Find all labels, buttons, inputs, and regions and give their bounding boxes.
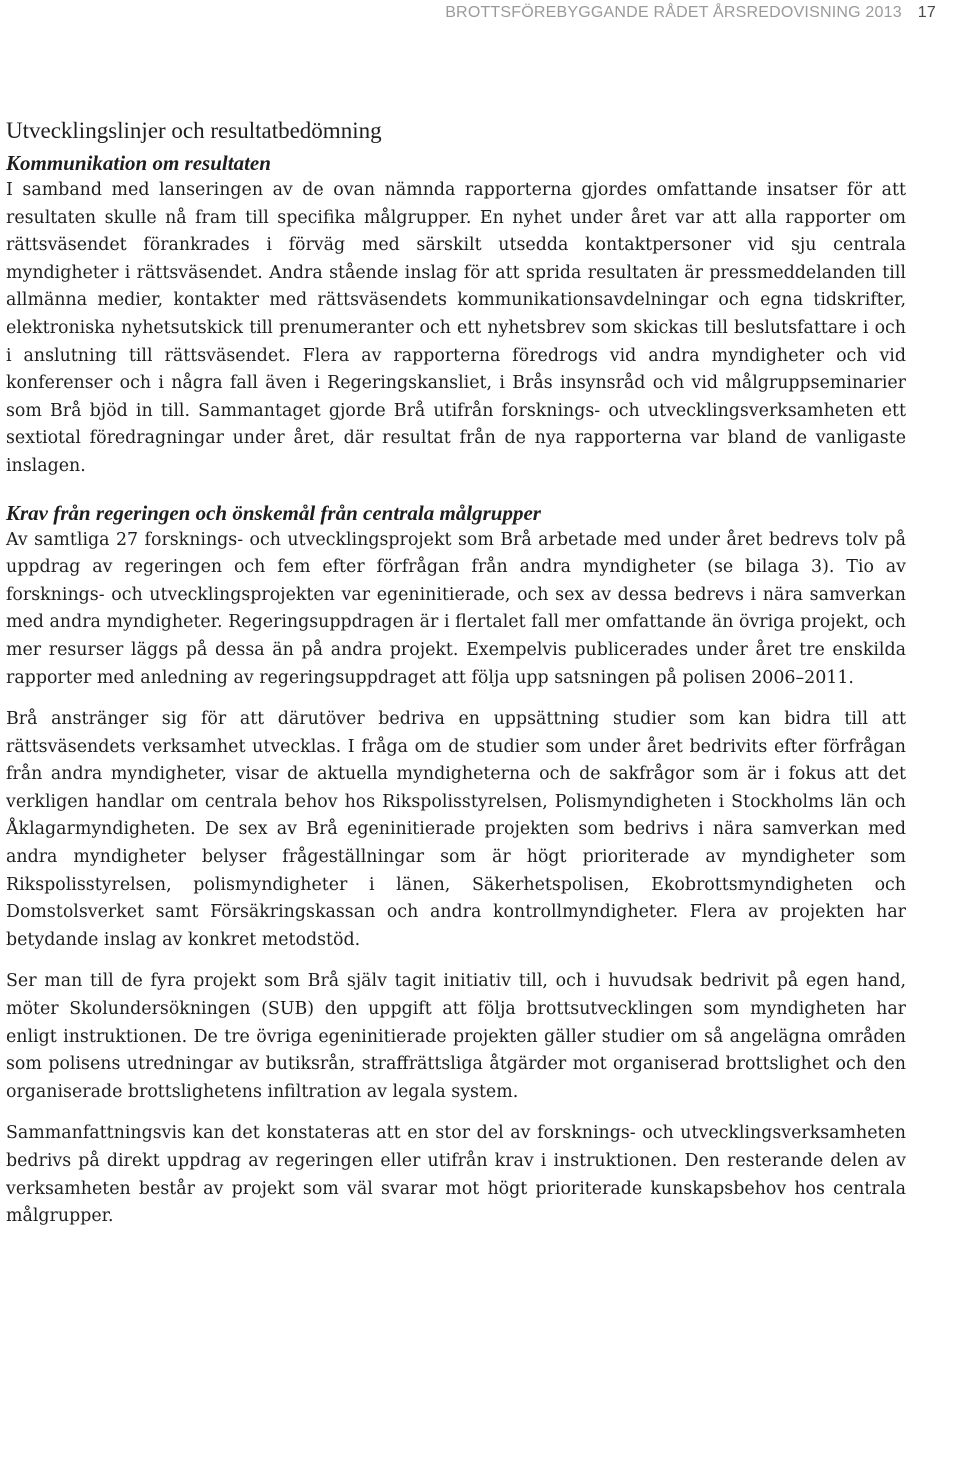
paragraph-projects-overview: Av samtliga 27 forsknings- och utvecklingsprojekt som Brå arbetade med under året bedrevs tolv på uppdrag av regeringen och fem efter förfrågan från andra myndigheter (se bilaga 3). Tio av forsknings- och utvecklingsprojekten var egeninitierade, och sex av dessa bedrevs i nära samverkan med andra myndigheter. Regeringsuppdragen är i flertalet fall mer omfattande än övriga projekt, och mer resurser läggs på dessa än på andra projekt. Exempelvis publicerades under året tre enskilda rapporter med anledning av regeringsuppdraget att följa upp satsningen på polisen 2006–2011. bbox=[6, 529, 906, 688]
running-header bbox=[445, 4, 936, 22]
subsection-communication bbox=[6, 150, 906, 481]
publication-title: BROTTSFÖREBYGGANDE RÅDET ÅRSREDOVISNING 2013 bbox=[445, 4, 902, 21]
paragraph-additional-studies: Brå anstränger sig för att därutöver bedriva en uppsättning studier som kan bidra till att rättsväsendets verksamhet utvecklas. I fråga om de studier som under året bedrivits efter förfrågan från andra myndigheter, visar de aktuella myndigheterna och de sakfrågor som är i fokus att det verkligen handlar om centrala behov hos Rikspolisstyrelsen, Polismyndigheten i Stockholms län och Åklagarmyndigheten. De sex av Brå egeninitierade projekten som bedrivs i nära samverkan med andra myndigheter belyser frågeställningar som är högt prioriterade av myndigheter som Rikspolisstyrelsen, polismyndigheter i länen, Säkerhetspolisen, Ekobrottsmyndigheten och Domstolsverket samt Försäkringskassan och andra kontrollmyndigheter. Flera av projekten har betydande inslag av konkret metodstöd. bbox=[6, 709, 906, 950]
subsection-heading-requirements: Krav från regeringen och önskemål från centrala målgrupper bbox=[6, 500, 541, 525]
page-number: 17 bbox=[917, 4, 936, 21]
section-title: Utvecklingslinjer och resultatbedömning bbox=[6, 118, 382, 143]
paragraph-communication: I samband med lanseringen av de ovan nämnda rapporterna gjordes omfattande insatser för att resultaten skulle nå fram till specifika målgrupper. En nyhet under året var att alla rapporter om rättsväsendet förankrades i förväg med särskilt utsedda kontaktpersoner vid sju centrala myndigheter i rättsväsendet. Andra stående inslag för att sprida resultaten är pressmeddelanden till allmänna medier, kontakter med rättsväsendets kommunikationsavdelningar och egna tidskrifter, elektroniska nyhetsutskick till prenumeranter och ett nyhetsbrev som skickas till beslutsfattare i och i anslutning till rättsväsendet. Flera av rapporterna föredrogs vid andra myndigheter och vid konferenser och i några fall även i Regeringskansliet, i Brås insynsråd och vid målgruppseminarier som Brå bjöd in till. Sammantaget gjorde Brå utifrån forsknings- och utvecklingsverksamheten ett sextiotal föredragningar under året, där resultat från de nya rapporterna var bland de vanligaste inslagen. bbox=[6, 180, 906, 476]
subsection-heading-communication: Kommunikation om resultaten bbox=[6, 151, 271, 175]
paragraph-summary: Sammanfattningsvis kan det konstateras att en stor del av forsknings- och utvecklingsverksamheten bedrivs på direkt uppdrag av regeringen eller utifrån krav i instruktionen. Den resterande delen av verksamheten består av projekt som väl svarar mot högt prioriterade kunskapsbehov hos centrala målgrupper. bbox=[6, 1123, 906, 1227]
paragraph-own-initiatives: Ser man till de fyra projekt som Brå själv tagit initiativ till, och i huvudsak bedrivit på egen hand, möter Skolundersökningen (SUB) den uppgift att följa brottsutvecklingen som myndigheten har enligt instruktionen. De tre övriga egeninitierade projekten gäller studier om så angelägna områden som polisens utredningar av butiksrån, straffrättsliga åtgärder mot organiserad brottslighet och den organiserade brottslighetens infiltration av legala system. bbox=[6, 971, 906, 1102]
subsection-requirements bbox=[6, 500, 906, 1231]
page-body bbox=[6, 116, 906, 1231]
